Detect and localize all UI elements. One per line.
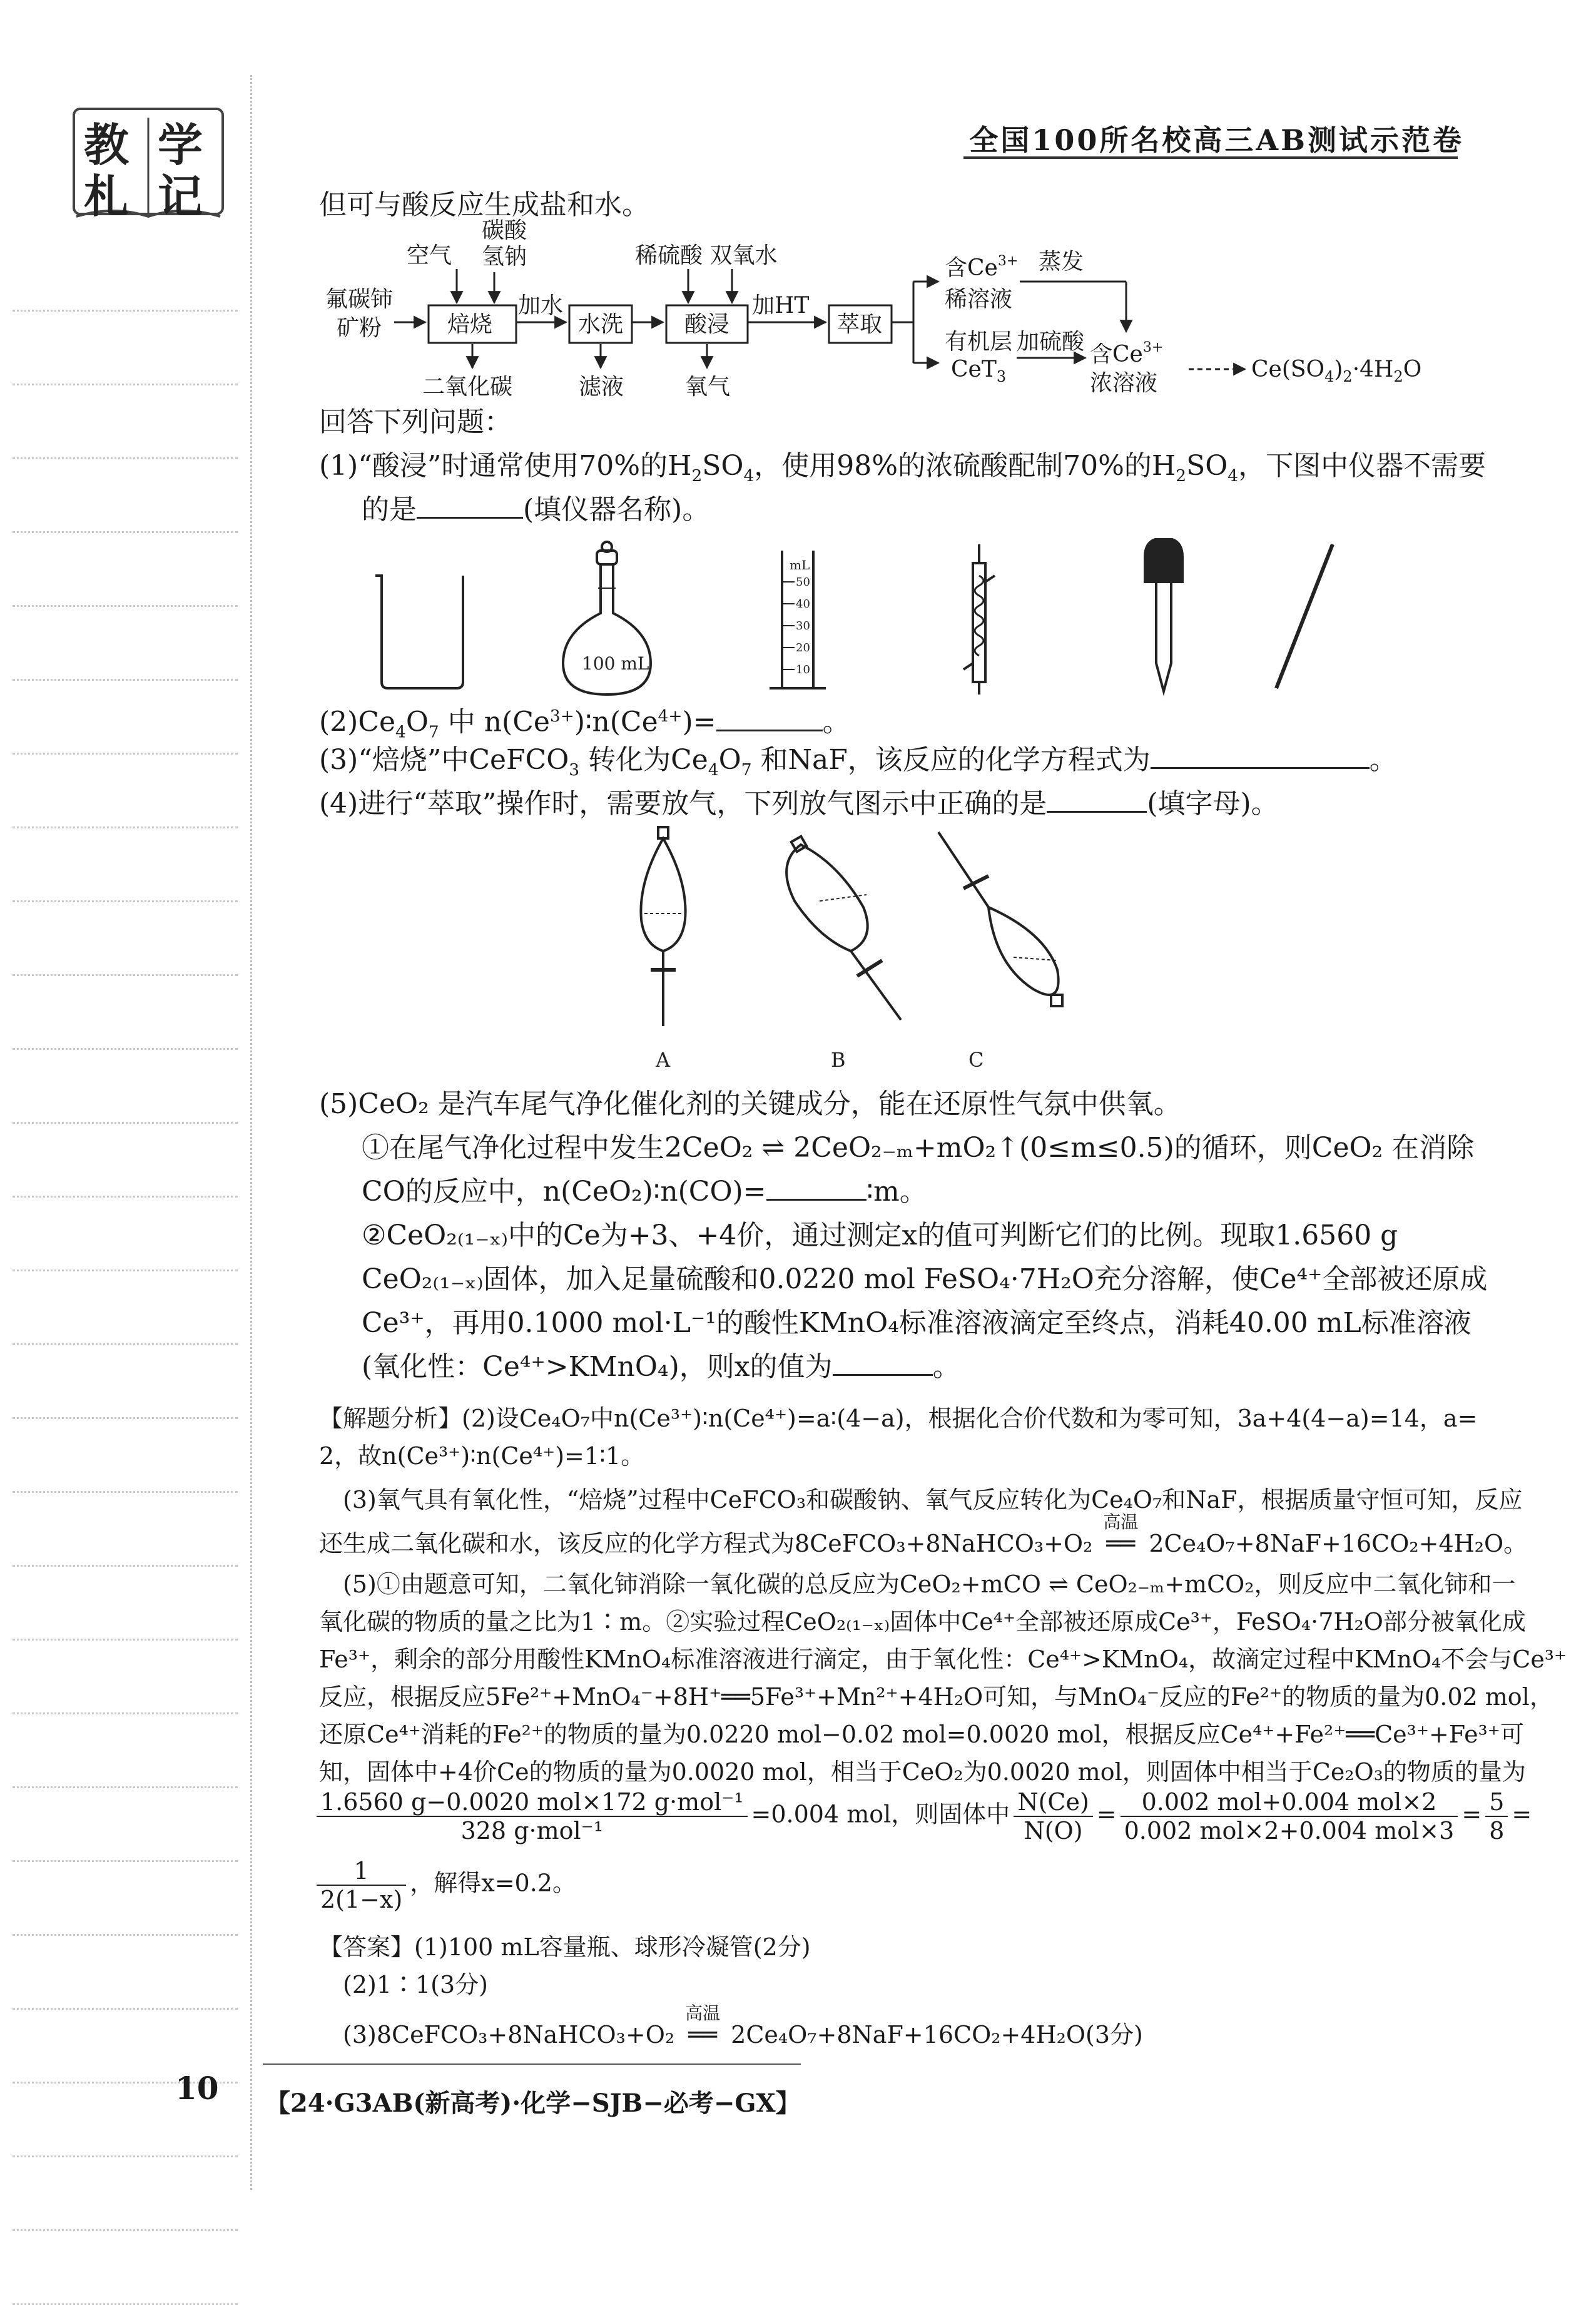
- q5-1-blank[interactable]: [766, 1178, 867, 1201]
- q5-2-line2: CeO₂₍₁₋ₓ₎固体，加入足量硫酸和0.0220 mol FeSO₄·7H₂O充分溶解，使Ce⁴⁺全部被还原成: [362, 1263, 1488, 1295]
- volumetric-flask-icon: [563, 542, 651, 695]
- flow-extract: 萃取: [837, 312, 883, 337]
- analysis-line11: $\frac{\text{1.6560 g−0.0020 mol×172 g·mol⁻¹}}{\text{328 g·mol⁻¹}}$ =0.004 mol，则固体中 $\frac{N(Ce)}{N(O)}$ = $\frac{\text{0.002 mol+0.004 mol×2}}{\text{0.002 mol×2+0.004 mol×3}}$ = $\frac{5}{8}$ =: [313, 1788, 1532, 1845]
- q4-blank[interactable]: [1047, 790, 1147, 813]
- note-rule: [13, 531, 238, 533]
- flow-dilute-2: 稀溶液: [945, 287, 1013, 312]
- note-rule: [13, 974, 238, 976]
- fraction-x: $\frac{1}{2(1-x)}$: [317, 1857, 406, 1913]
- note-rule: [13, 1343, 238, 1345]
- logo-char-4: 记: [158, 170, 203, 223]
- note-rule: [13, 605, 238, 607]
- footer-rule: [263, 2063, 801, 2065]
- note-rule: [13, 1639, 238, 1641]
- note-rule: [13, 310, 238, 312]
- flow-dilute-1: 含$Ce^{3+}$: [945, 253, 1019, 281]
- footer-code: 【24·G3AB(新高考)·化学−SJB−必考−GX】: [265, 2089, 801, 2118]
- svg-text:20: 20: [796, 641, 810, 654]
- note-rule: [13, 384, 238, 385]
- margin-divider: [250, 75, 252, 2190]
- funnel-b: [786, 837, 901, 1072]
- analysis-line6: 氧化碳的物质的量之比为1∶m。②实验过程CeO₂₍₁₋ₓ₎固体中Ce⁴⁺全部被还原成Ce³⁺，FeSO₄·7H₂O部分被氧化成: [319, 1608, 1526, 1636]
- glass-rod-icon: [1276, 544, 1333, 688]
- note-rule: [13, 1048, 238, 1050]
- note-rule: [13, 1860, 238, 1862]
- answer-line3: (3)8CeFCO₃+8NaHCO₃+O₂ 高温 ══ 2Ce₄O₇+8NaF+16CO₂+4H₂O(3分): [343, 2003, 1143, 2048]
- flow-roast: 焙烧: [447, 312, 493, 337]
- flow-oxygen: 氧气: [685, 374, 731, 400]
- note-rule: [13, 1491, 238, 1493]
- condenser-icon: [963, 544, 995, 695]
- note-rule: [13, 2008, 238, 2010]
- note-rule: [13, 1712, 238, 1714]
- fraction-moles: $\frac{\text{1.6560 g−0.0020 mol×172 g·mol⁻¹}}{\text{328 g·mol⁻¹}}$: [317, 1788, 748, 1845]
- analysis-line5: (5)①由题意可知，二氧化铈消除一氧化碳的总反应为CeO₂+mCO ⇌ CeO₂₋ₘ+mCO₂，则反应中二氧化铈和一: [343, 1570, 1516, 1598]
- analysis-line9: 还原Ce⁴⁺消耗的Fe²⁺的物质的量为0.0220 mol−0.02 mol=0.0020 mol，根据反应Ce⁴⁺+Fe²⁺══Ce³⁺+Fe³⁺可: [319, 1721, 1524, 1748]
- note-rule: [13, 2155, 238, 2157]
- analysis-line8: 反应，根据反应5Fe²⁺+MnO₄⁻+8H⁺══5Fe³⁺+Mn²⁺+4H₂O可知，与MnO₄⁻反应的Fe²⁺的物质的量为0.02 mol，: [319, 1683, 1553, 1711]
- svg-text:10: 10: [796, 663, 810, 676]
- q5-1-line1: ①在尾气净化过程中发生2CeO₂ ⇌ 2CeO₂₋ₘ+mO₂↑(0≤m≤0.5)的循环，则CeO₂ 在消除: [362, 1132, 1475, 1164]
- note-rule: [13, 1786, 238, 1788]
- flow-product: $Ce(SO_4)_2\cdot 4H_2O$: [1251, 357, 1422, 385]
- note-rule: [13, 753, 238, 755]
- q5-line: (5)CeO₂ 是汽车尾气净化催化剂的关键成分，能在还原性气氛中供氧。: [319, 1088, 1181, 1120]
- q1-line2: 的是 (填仪器名称)。: [362, 494, 710, 526]
- page-number: 10: [175, 2070, 219, 2107]
- svg-text:B: B: [831, 1048, 846, 1072]
- process-flowchart: [300, 213, 1464, 413]
- logo-char-1: 教: [84, 118, 130, 171]
- flask-volume-label: 100 mL: [582, 653, 649, 674]
- flow-organic-1: 有机层: [945, 329, 1013, 355]
- q1-line1: (1)“酸浸”时通常使用70%的$H_2SO_4$，使用98%的浓硫酸配制70%的$H_2SO_4$，下图中仪器不需要: [319, 450, 1487, 486]
- flow-start-1: 氟碳铈: [325, 287, 394, 312]
- flow-air: 空气: [407, 243, 452, 268]
- flow-conc-2: 浓溶液: [1090, 370, 1158, 396]
- note-rule: [13, 457, 238, 459]
- svg-text:mL: mL: [790, 557, 810, 572]
- note-rule: [13, 2229, 238, 2231]
- q5-2-line1: ②CeO₂₍₁₋ₓ₎中的Ce为+3、+4价，通过测定x的值可判断它们的比例。现取1.6560 g: [362, 1219, 1398, 1251]
- q3-blank[interactable]: [1151, 746, 1370, 769]
- dropper-icon: [1145, 538, 1182, 691]
- q5-2-line4: (氧化性：Ce⁴⁺>KMnO₄)，则x的值为 。: [362, 1351, 960, 1383]
- q5-2-line3: Ce³⁺，再用0.1000 mol·L⁻¹的酸性KMnO₄标准溶液滴定至终点，消耗40.00 mL标准溶液: [362, 1307, 1471, 1339]
- header-rule: [963, 156, 1458, 159]
- note-rule: [13, 900, 238, 902]
- funnel-c: [938, 832, 1062, 1072]
- q5-1-line2: CO的反应中，n(CeO₂)∶n(CO)= ∶m。: [362, 1176, 927, 1208]
- separatory-funnel-figures: [619, 826, 1070, 1076]
- q5-2-blank[interactable]: [833, 1353, 933, 1376]
- analysis-line1: 【解题分析】(2)设Ce₄O₇中n(Ce³⁺)∶n(Ce⁴⁺)=a∶(4−a)，根据化合价代数和为零可知，3a+4(4−a)=14，a=: [319, 1405, 1478, 1432]
- apparatus-row: [363, 538, 1364, 701]
- analysis-line4: 还生成二氧化碳和水，该反应的化学方程式为8CeFCO₃+8NaHCO₃+O₂ 高温 ══ 2Ce₄O₇+8NaF+16CO₂+4H₂O。: [319, 1512, 1528, 1557]
- svg-text:40: 40: [796, 598, 810, 611]
- flow-wash: 水洗: [578, 312, 624, 337]
- analysis-line12: $\frac{1}{2(1-x)}$ ，解得x=0.2。: [313, 1857, 576, 1913]
- note-rule: [13, 1122, 238, 1124]
- q2-line: $(2)Ce_4O_7$ 中 $n(Ce^{3+})∶n(Ce^{4+})=$ 。: [319, 706, 850, 742]
- svg-text:30: 30: [796, 619, 810, 633]
- beaker-icon: [375, 576, 463, 688]
- note-rule: [13, 1270, 238, 1271]
- note-rule: [13, 827, 238, 828]
- page-header-title: 全国100所名校高三AB测试示范卷: [969, 123, 1464, 157]
- flow-co2: 二氧化碳: [422, 374, 513, 400]
- fraction-calc: $\frac{\text{0.002 mol+0.004 mol×2}}{\text{0.002 mol×2+0.004 mol×3}}$: [1121, 1788, 1458, 1845]
- q3-line: (3)“焙烧”中CeFCO$_3$ 转化为$Ce_4O_7$ 和NaF，该反应的化学方程式为 。: [319, 744, 1397, 780]
- q4-line: (4)进行“萃取”操作时，需要放气，下列放气图示中正确的是 (填字母)。: [319, 788, 1279, 820]
- svg-text:50: 50: [796, 576, 810, 589]
- analysis-line2: 2，故n(Ce³⁺)∶n(Ce⁴⁺)=1∶1。: [319, 1442, 645, 1470]
- answer-line2: (2)1∶1(3分): [343, 1971, 489, 1998]
- flow-acid: 酸浸: [684, 312, 730, 337]
- svg-text:C: C: [968, 1048, 984, 1072]
- questions-prompt: 回答下列问题：: [319, 406, 512, 438]
- intro-text: 但可与酸反应生成盐和水。: [319, 189, 649, 221]
- note-rule: [13, 1934, 238, 1936]
- funnel-a: [641, 827, 685, 1072]
- analysis-line7: Fe³⁺，剩余的部分用酸性KMnO₄标准溶液进行滴定，由于氧化性：Ce⁴⁺>KMnO₄，故滴定过程中KMnO₄不会与Ce³⁺: [319, 1646, 1567, 1673]
- note-rule: [13, 1565, 238, 1567]
- note-rule: [13, 1196, 238, 1198]
- flow-add-water: 加水: [518, 293, 564, 318]
- notes-logo: [70, 105, 226, 224]
- flow-organic-2: CeT$_3$: [951, 357, 1007, 385]
- logo-char-2: 学: [158, 118, 203, 171]
- flow-nahco3-2: 氢钠: [482, 244, 527, 270]
- q2-blank[interactable]: [716, 708, 823, 731]
- fraction-result: $\frac{5}{8}$: [1485, 1788, 1508, 1845]
- flow-filtrate: 滤液: [579, 374, 624, 400]
- flow-evaporate: 蒸发: [1039, 249, 1084, 275]
- answer-line1: 【答案】(1)100 mL容量瓶、球形冷凝管(2分): [319, 1933, 811, 1961]
- flow-add-h2so4: 加硫酸: [1017, 329, 1085, 355]
- note-rule: [13, 679, 238, 681]
- note-rule: [13, 1417, 238, 1419]
- graduated-cylinder-icon: [770, 551, 826, 688]
- analysis-line3: (3)氧气具有氧化性，“焙烧”过程中CeFCO₃和碳酸钠、氧气反应转化为Ce₄O₇和NaF，根据质量守恒可知，反应: [343, 1486, 1523, 1514]
- flow-acid-inputs: 稀硫酸 双氧水: [635, 243, 778, 268]
- logo-char-3: 札: [84, 170, 130, 223]
- flow-start-2: 矿粉: [337, 315, 382, 341]
- flow-conc-1: 含$Ce^{3+}$: [1090, 340, 1164, 367]
- fraction-ratio: $\frac{N(Ce)}{N(O)}$: [1014, 1788, 1092, 1845]
- q1-blank[interactable]: [417, 496, 523, 519]
- analysis-line10: 知，固体中+4价Ce的物质的量为0.0020 mol，相当于CeO₂为0.0020 mol，则固体中相当于Ce₂O₃的物质的量为: [319, 1758, 1526, 1786]
- flow-add-ht: 加HT: [752, 293, 810, 318]
- svg-text:A: A: [656, 1048, 671, 1072]
- flow-nahco3-1: 碳酸: [482, 218, 527, 243]
